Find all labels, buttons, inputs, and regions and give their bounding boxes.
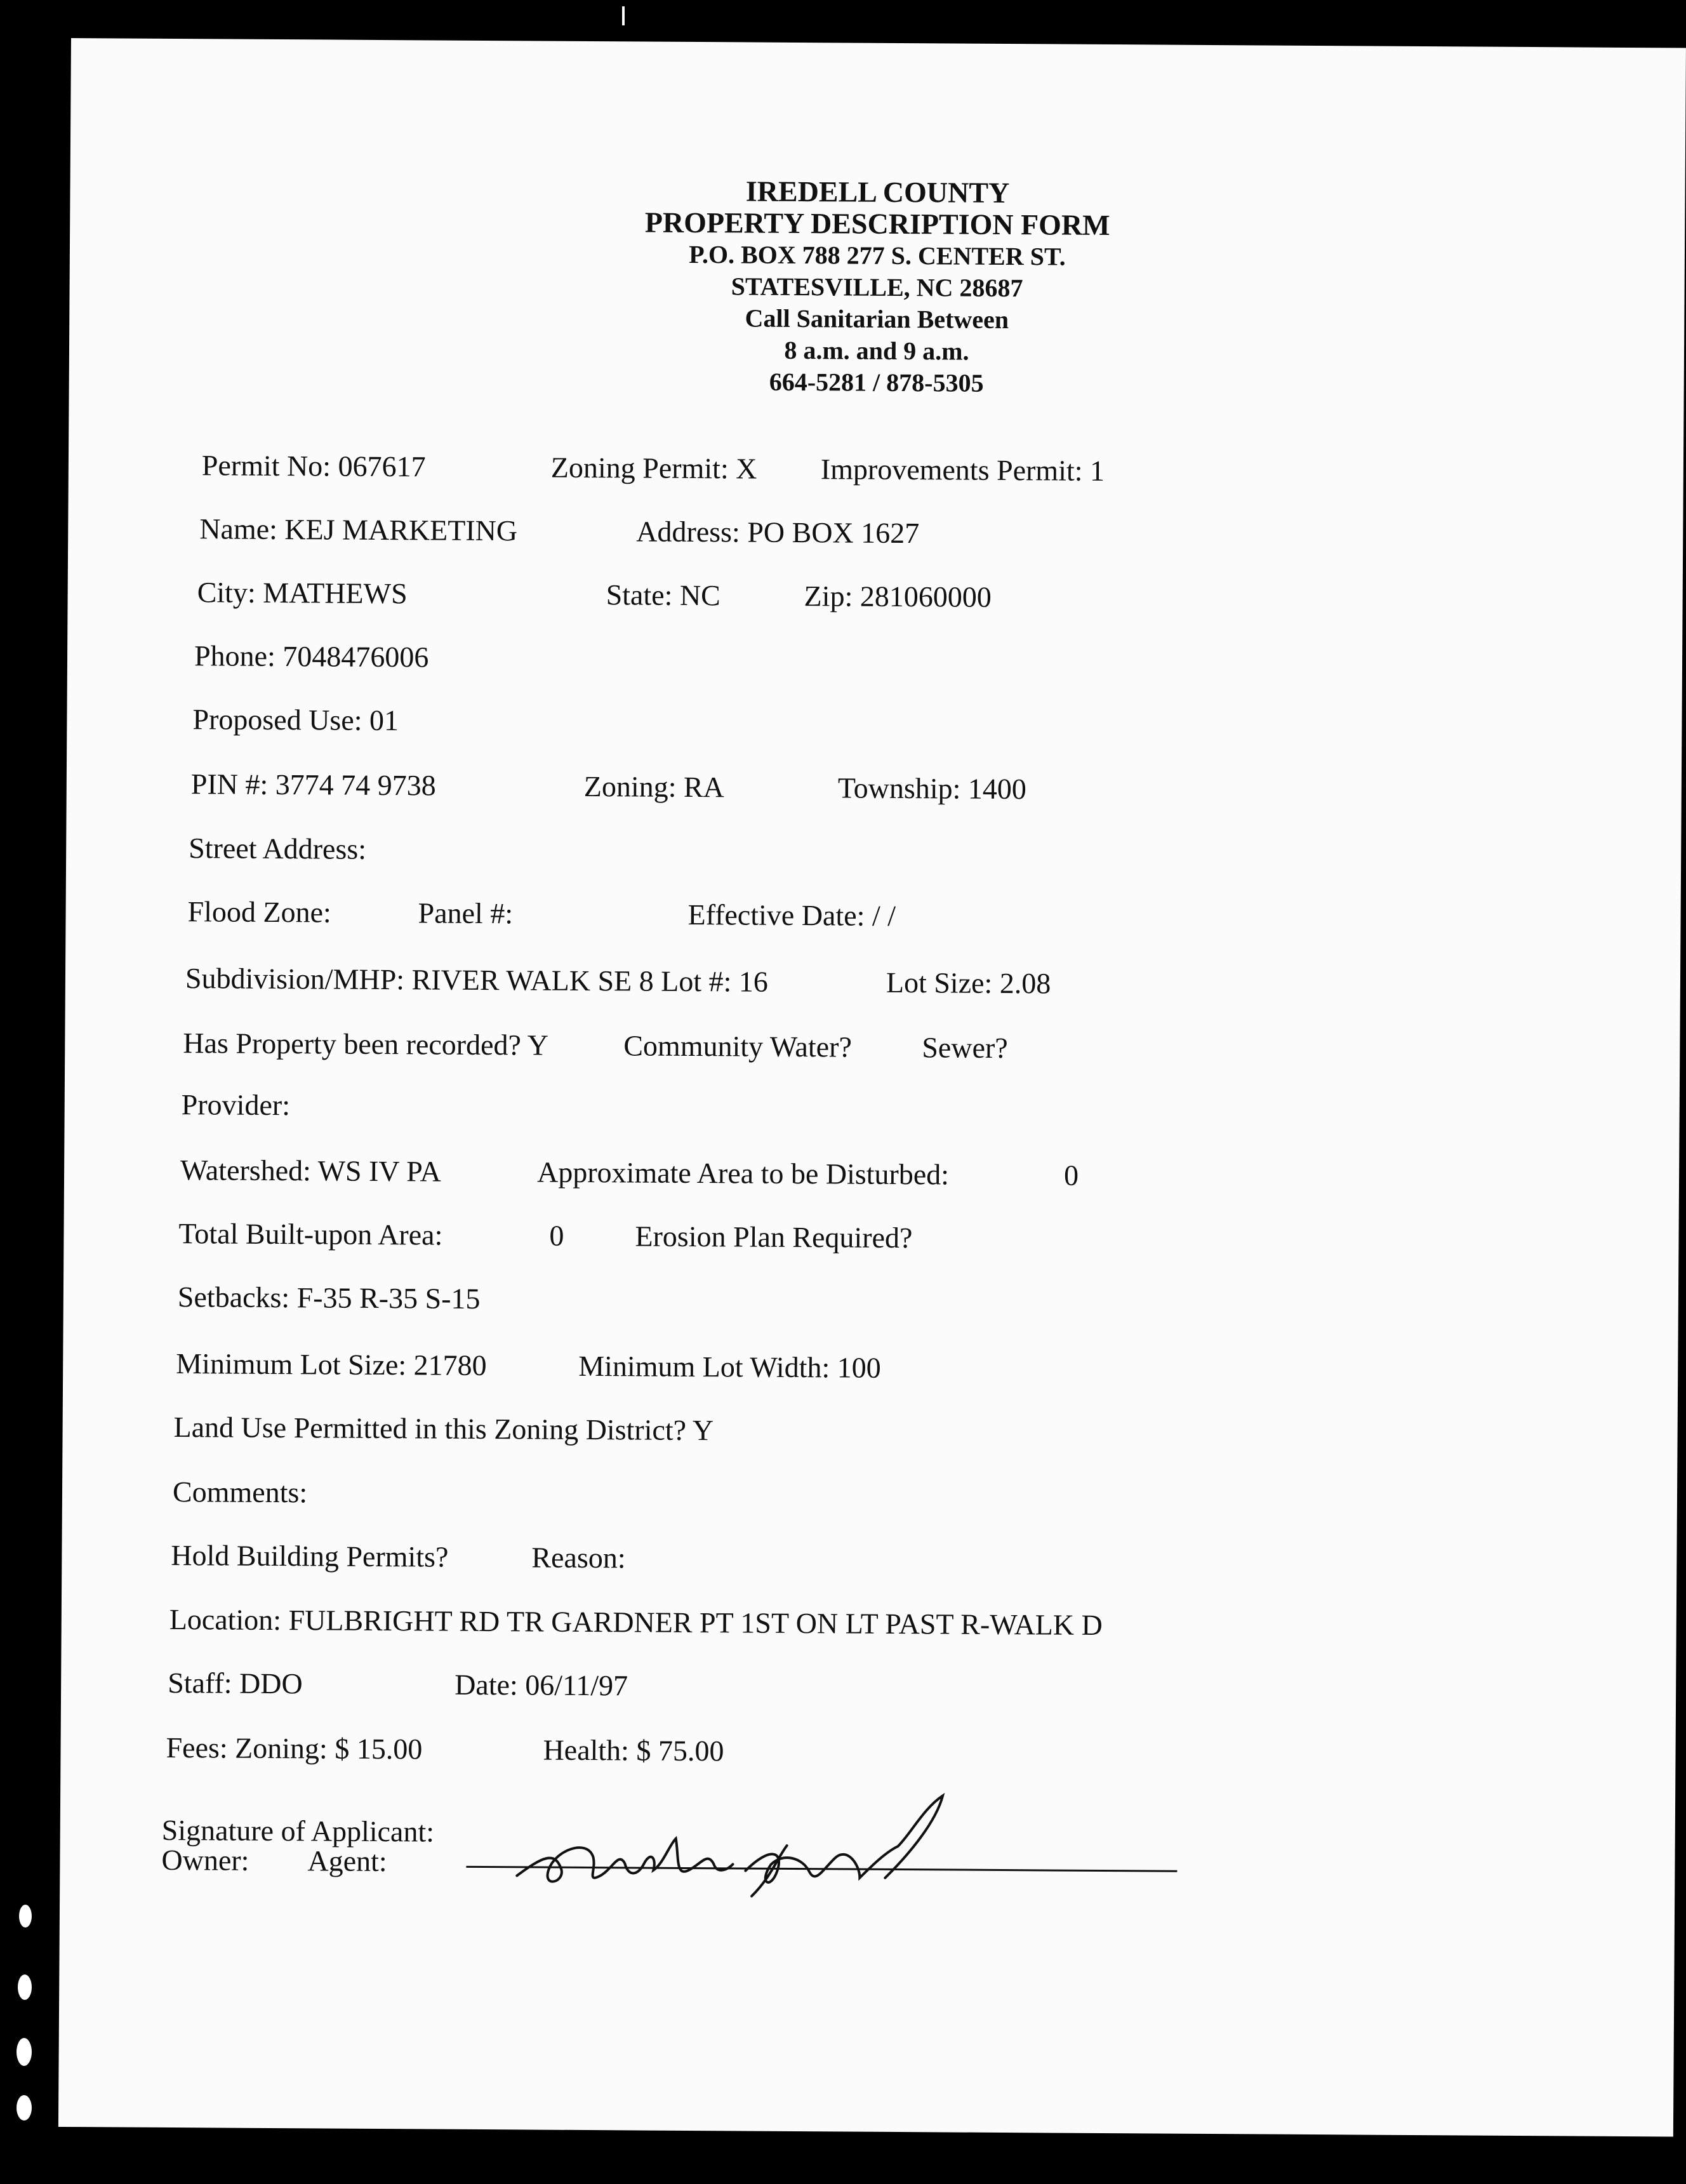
applicant-address: Address: PO BOX 1627	[636, 515, 920, 550]
lot-size: Lot Size: 2.08	[886, 966, 1051, 1000]
proposed-use: Proposed Use: 01	[192, 703, 399, 737]
fees-health: Health: $ 75.00	[543, 1733, 724, 1768]
date: Date: 06/11/97	[455, 1668, 628, 1702]
hold-building-permits: Hold Building Permits?	[171, 1539, 449, 1573]
applicant-city: City: MATHEWS	[197, 576, 408, 610]
community-water: Community Water?	[623, 1029, 853, 1063]
land-use-permitted: Land Use Permitted in this Zoning District? Y	[173, 1411, 714, 1447]
office-city: STATESVILLE, NC 28687	[731, 272, 1023, 303]
applicant-zip: Zip: 281060000	[804, 580, 992, 613]
flood-zone: Flood Zone:	[187, 895, 331, 929]
scan-artifact	[17, 2038, 32, 2066]
owner-label: Owner:	[161, 1843, 249, 1877]
call-hours: 8 a.m. and 9 a.m.	[784, 335, 969, 366]
office-address: P.O. BOX 788 277 S. CENTER ST.	[689, 239, 1066, 271]
form-header	[69, 171, 1685, 404]
call-instructions: Call Sanitarian Between	[745, 303, 1009, 335]
hold-reason: Reason:	[531, 1541, 626, 1575]
permit-number: Permit No: 067617	[201, 449, 426, 483]
agent-label: Agent:	[307, 1844, 387, 1878]
subdivision: Subdivision/MHP: RIVER WALK SE 8 Lot #: 16	[185, 962, 769, 998]
scan-artifact	[18, 1974, 32, 2000]
area-disturbed-value: 0	[1063, 1159, 1079, 1192]
area-disturbed-label: Approximate Area to be Disturbed:	[536, 1155, 950, 1191]
built-upon-label: Total Built-upon Area:	[178, 1217, 443, 1251]
zoning-permit: Zoning Permit: X	[550, 451, 757, 485]
form-title: PROPERTY DESCRIPTION FORM	[644, 206, 1110, 242]
comments: Comments:	[172, 1475, 308, 1509]
setbacks: Setbacks: F-35 R-35 S-15	[177, 1281, 481, 1315]
watershed: Watershed: WS IV PA	[180, 1154, 441, 1188]
form-page	[58, 38, 1686, 2136]
property-recorded: Has Property been recorded? Y	[183, 1027, 549, 1062]
county-name: IREDELL COUNTY	[745, 175, 1010, 210]
min-lot-width: Minimum Lot Width: 100	[578, 1349, 881, 1384]
provider: Provider:	[181, 1088, 291, 1122]
fees-zoning: Fees: Zoning: $ 15.00	[166, 1731, 423, 1766]
built-upon-value: 0	[549, 1219, 564, 1252]
applicant-signature	[504, 1780, 987, 1910]
erosion-plan: Erosion Plan Required?	[635, 1220, 913, 1255]
applicant-phone: Phone: 7048476006	[194, 639, 429, 674]
street-address: Street Address:	[189, 832, 367, 865]
scan-artifact	[17, 2095, 32, 2121]
applicant-name: Name: KEJ MARKETING	[199, 512, 518, 547]
signature-label: Signature of Applicant:	[161, 1813, 435, 1848]
scan-artifact	[19, 1905, 32, 1928]
effective-date: Effective Date: / /	[687, 898, 896, 932]
sewer: Sewer?	[922, 1031, 1008, 1065]
zoning-district: Zoning: RA	[583, 769, 725, 804]
township: Township: 1400	[837, 771, 1027, 806]
location: Location: FULBRIGHT RD TR GARDNER PT 1ST ON LT PAST R-WALK D	[169, 1602, 1103, 1641]
panel-number: Panel #:	[418, 896, 514, 930]
scan-artifact	[622, 6, 625, 25]
applicant-state: State: NC	[606, 578, 720, 612]
improvements-permit: Improvements Permit: 1	[820, 453, 1105, 487]
office-phones: 664-5281 / 878-5305	[769, 367, 984, 397]
pin-number: PIN #: 3774 74 9738	[190, 768, 436, 802]
min-lot-size: Minimum Lot Size: 21780	[176, 1347, 487, 1382]
staff: Staff: DDO	[168, 1666, 303, 1700]
